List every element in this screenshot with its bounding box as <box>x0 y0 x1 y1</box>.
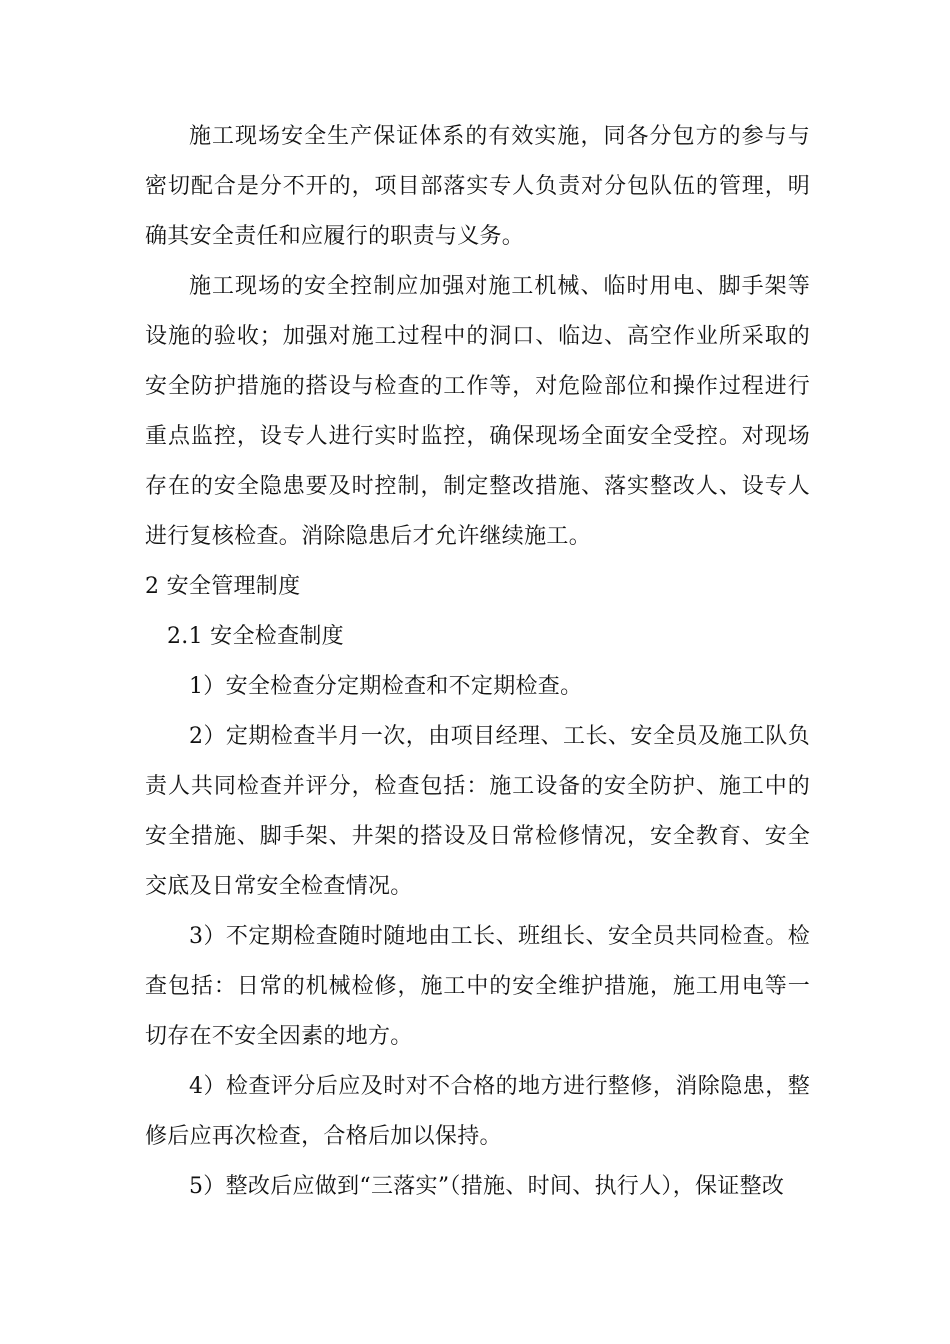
list-item-1: 1）安全检查分定期检查和不定期检查。 <box>189 674 583 699</box>
list-item-2: 2）定期检查半月一次，由项目经理、工长、安全员及施工队负责人共同检查并评分，检查包括：施工设备的安全防护、施工中的安全措施、脚手架、井架的搭设及日常检修情况，安全教育、安全交底及日常安全检查情况。 <box>145 724 810 899</box>
list-item-5: 5）整改后应做到“三落实”（措施、时间、执行人），保证整改 <box>189 1174 785 1199</box>
subsection-heading: 2.1 安全检查制度 <box>167 624 344 649</box>
list-item-4: 4）检查评分后应及时对不合格的地方进行整修，消除隐患，整修后应再次检查，合格后加以保持。 <box>145 1074 810 1149</box>
list-item-3: 3）不定期检查随时随地由工长、班组长、安全员共同检查。检查包括：日常的机械检修，施工中的安全维护措施，施工用电等一切存在不安全因素的地方。 <box>145 924 810 1049</box>
document-body <box>145 112 810 1212</box>
paragraph-subcontractor-management: 施工现场安全生产保证体系的有效实施，同各分包方的参与与密切配合是分不开的，项目部落实专人负责对分包队伍的管理，明确其安全责任和应履行的职责与义务。 <box>145 124 810 249</box>
section-heading: 2 安全管理制度 <box>145 574 301 599</box>
paragraph-site-safety-control: 施工现场的安全控制应加强对施工机械、临时用电、脚手架等设施的验收；加强对施工过程中的洞口、临边、高空作业所采取的安全防护措施的搭设与检查的工作等，对危险部位和操作过程进行重点监控，设专人进行实时监控，确保现场全面安全受控。对现场存在的安全隐患要及时控制，制定整改措施、落实整改人、设专人进行复核检查。消除隐患后才允许继续施工。 <box>145 274 810 549</box>
